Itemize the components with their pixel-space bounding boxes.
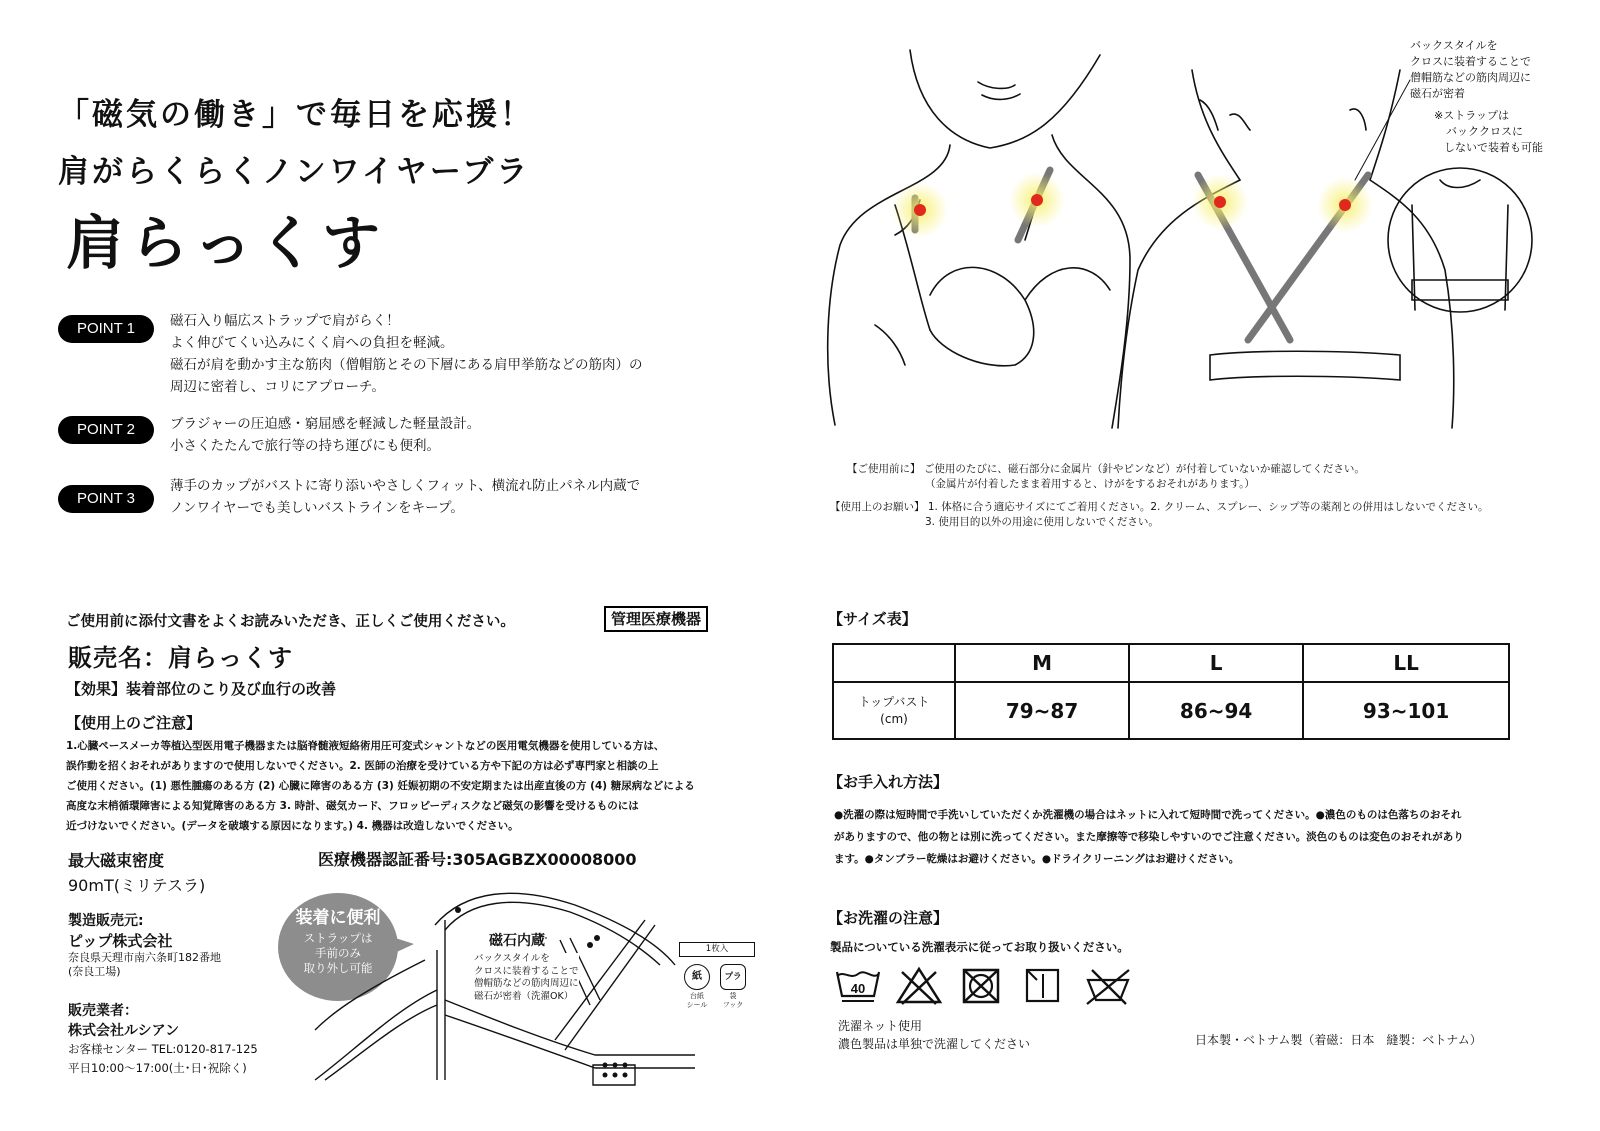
magnet-line-1: バックスタイルを <box>474 953 550 964</box>
no-dry-clean-icon <box>1084 966 1132 1006</box>
plastic-caption-2: フック <box>722 1001 744 1009</box>
magnet-line-3: 僧帽筋などの筋肉周辺に <box>474 978 579 989</box>
seller-label: 販売業者： <box>68 1003 138 1019</box>
bubble-line-1: ストラップは <box>303 931 373 945</box>
bubble-line-2: 手前のみ <box>315 946 361 960</box>
back-style-callout <box>1410 38 1531 102</box>
country-of-origin: 日本製・ベトナム製（着磁：日本 縫製：ベトナム） <box>1195 1033 1482 1047</box>
maker-factory: (奈良工場) <box>68 965 121 978</box>
seller-block <box>68 1000 258 1078</box>
effect-text: 【効果】装着部位のこり及び血行の改善 <box>66 680 337 698</box>
before-use-line-2: （金属片が付着したまま着用すると、けがをするおそれがあります。） <box>925 478 1255 490</box>
magnet-dot <box>914 204 926 216</box>
no-tumble-dry-icon <box>962 968 1002 1004</box>
laundry-note <box>838 1017 1030 1053</box>
no-bleach-icon <box>896 966 942 1006</box>
headline-line-2: 肩がらくらくノンワイヤーブラ <box>58 154 531 190</box>
usage-request <box>830 500 1488 515</box>
point-1-badge: POINT 1 <box>58 315 154 343</box>
size-col-l: L <box>1129 644 1303 682</box>
usage-line-3: ご使用ください。(1) 悪性腫瘍のある方 (2) 心臓に障害のある方 (3) 妊娠初期の不安定期または出産直後の方 (4) 糖尿病などによる <box>66 780 695 792</box>
laundry-heading: 【お洗濯の注意】 <box>828 909 949 927</box>
seller-name: 株式会社ルシアン <box>68 1023 180 1039</box>
callout-line-3: 僧帽筋などの筋肉周辺に <box>1410 71 1531 84</box>
strap-note-line-3: しないで装着も可能 <box>1444 141 1543 154</box>
maker-name: ピップ株式会社 <box>68 932 173 950</box>
laundry-note-line-2: 濃色製品は単独で洗濯してください <box>838 1037 1031 1051</box>
size-col-m: M <box>955 644 1129 682</box>
line-dry-shade-icon <box>1025 968 1061 1004</box>
before-use-label: 【ご使用前に】 <box>847 463 921 475</box>
size-table-heading: 【サイズ表】 <box>828 610 917 628</box>
point-3-line-1: 薄手のカップがバストに寄り添いやさしくフィット、横流れ防止パネル内蔵で <box>170 478 641 494</box>
callout-line-1: バックスタイルを <box>1410 39 1498 52</box>
care-line-3: ます。●タンブラー乾燥はお避けください。●ドライクリーニングはお避けください。 <box>834 853 1240 865</box>
recycle-paper <box>684 964 710 1010</box>
max-flux-value: 90mT(ミリテスラ) <box>68 876 206 895</box>
maker-label: 製造販売元: <box>68 913 144 929</box>
point-1-line-2: よく伸びてくい込みにくく肩への負担を軽減。 <box>170 335 454 351</box>
care-line-2: がありますので、他の物とは別に洗ってください。また摩擦等で移染しやすいのでご注意ください。淡色のものは変色のおそれがあり <box>834 831 1464 843</box>
before-use-line-1: ご使用のたびに、磁石部分に金属片（針やピンなど）が付着していないか確認してください。 <box>923 463 1365 475</box>
recycle-plastic <box>720 964 746 1010</box>
seller-hours: 平日10:00～17:00(土･日･祝除く) <box>68 1061 247 1075</box>
strap-note <box>1434 108 1543 156</box>
headline-line-1: 「磁気の働き」で毎日を応援！ <box>58 97 534 133</box>
point-3-line-2: ノンワイヤーでも美しいバストラインをキープ。 <box>170 500 464 516</box>
sales-name: 販売名：肩らっくす <box>68 644 293 672</box>
callout-line-2: クロスに装着することで <box>1410 55 1531 68</box>
point-3-badge: POINT 3 <box>58 485 154 513</box>
care-instructions <box>834 804 1464 870</box>
bubble-line-3: 取り外し可能 <box>303 961 373 975</box>
size-value-m: 79~87 <box>955 682 1129 739</box>
magnet-label: 磁石内蔵 <box>489 930 545 950</box>
usage-line-2: 誤作動を招くおそれがありますので使用しないでください。2. 医師の治療を受けている方や下記の方は必ず専門家と相談の上 <box>66 760 659 772</box>
size-table <box>832 643 1510 740</box>
usage-notes <box>66 736 695 836</box>
size-row-label-line-2: (cm) <box>880 711 908 726</box>
request-line-1: 1. 体格に合う適応サイズにてご着用ください。2. クリーム、スプレー、シップ等の薬剤との併用はしないでください。 <box>927 501 1489 513</box>
cert-number: 医療機器認証番号:305AGBZX00008000 <box>318 850 637 869</box>
paper-caption-2: シール <box>686 1001 708 1009</box>
count-label: 1枚入 <box>679 942 755 957</box>
magnet-dot <box>1339 199 1351 211</box>
magnet-dot <box>1031 194 1043 206</box>
callout-line-4: 磁石が密着 <box>1410 87 1465 100</box>
point-2-line-2: 小さくたたんで旅行等の持ち運びにも便利。 <box>170 438 440 454</box>
magnet-note <box>474 953 579 1003</box>
size-table-corner <box>833 644 955 682</box>
point-1-line-3: 磁石が肩を動かす主な筋肉（僧帽筋とその下層にある肩甲挙筋などの筋肉）の <box>170 357 643 373</box>
laundry-note-line-1: 洗濯ネット使用 <box>838 1019 923 1033</box>
plastic-caption-1: 袋 <box>729 992 737 1000</box>
usage-line-5: 近づけないでください。(データを破壊する原因になります。) 4. 機器は改造しないでください。 <box>66 820 519 832</box>
maker-block <box>68 910 221 979</box>
plastic-recycle-icon: プラ <box>720 964 746 990</box>
usage-heading: 【使用上のご注意】 <box>66 714 202 732</box>
point-1-line-1: 磁石入り幅広ストラップで肩がらく！ <box>170 313 400 329</box>
device-class-badge: 管理医療機器 <box>604 606 708 632</box>
size-row-label-line-1: トップバスト <box>858 694 930 709</box>
paper-caption-1: 台紙 <box>690 992 704 1000</box>
read-notice: ご使用前に添付文書をよくお読みいただき、正しくご使用ください。 <box>66 614 515 630</box>
maker-address: 奈良県天理市南六条町182番地 <box>68 951 221 964</box>
bubble-title: 装着に便利 <box>295 908 381 928</box>
magnet-line-4: 磁石が密着（洗濯OK） <box>474 990 574 1002</box>
request-line-2: 3. 使用目的以外の用途に使用しないでください。 <box>925 516 1159 528</box>
brand-name: 肩らっくす <box>66 209 387 277</box>
strap-note-line-1: ※ストラップは <box>1434 109 1509 122</box>
size-col-ll: LL <box>1303 644 1509 682</box>
before-use-notice <box>847 462 1365 477</box>
usage-line-4: 高度な末梢循環障害による知覚障害のある方 3. 時計、磁気カード、フロッピーディスクなど磁気の影響を受けるものには <box>66 800 639 812</box>
care-line-1: ●洗濯の際は短時間で手洗いしていただくか洗濯機の場合はネットに入れて短時間で洗ってください。●濃色のものは色落ちのおそれ <box>834 809 1462 821</box>
strap-note-line-2: バッククロスに <box>1446 125 1523 138</box>
seller-phone: お客様センター TEL:0120-817-125 <box>68 1042 258 1056</box>
magnet-line-2: クロスに装着することで <box>474 965 579 977</box>
laundry-intro: 製品についている洗濯表示に従ってお取り扱いください。 <box>830 940 1129 954</box>
size-value-l: 86~94 <box>1129 682 1303 739</box>
size-value-ll: 93~101 <box>1303 682 1509 739</box>
wash-40-gentle-icon <box>834 966 882 1006</box>
max-flux-label: 最大磁束密度 <box>68 851 165 870</box>
paper-recycle-icon: 紙 <box>684 964 710 990</box>
point-1-line-4: 周辺に密着し、コリにアプローチ。 <box>170 379 386 395</box>
wash-temp: 40 <box>850 981 866 996</box>
magnet-dot <box>1214 196 1226 208</box>
request-label: 【使用上のお願い】 <box>830 501 925 513</box>
point-2-line-1: ブラジャーの圧迫感・窮屈感を軽減した軽量設計。 <box>170 416 481 432</box>
point-2-badge: POINT 2 <box>58 416 154 444</box>
size-row-label <box>833 682 955 739</box>
care-heading: 【お手入れ方法】 <box>828 773 949 791</box>
usage-line-1: 1.心臓ペースメーカ等植込型医用電子機器または脳脊髄液短絡術用圧可変式シャントなどの医用電気機器を使用している方は、 <box>66 740 665 752</box>
